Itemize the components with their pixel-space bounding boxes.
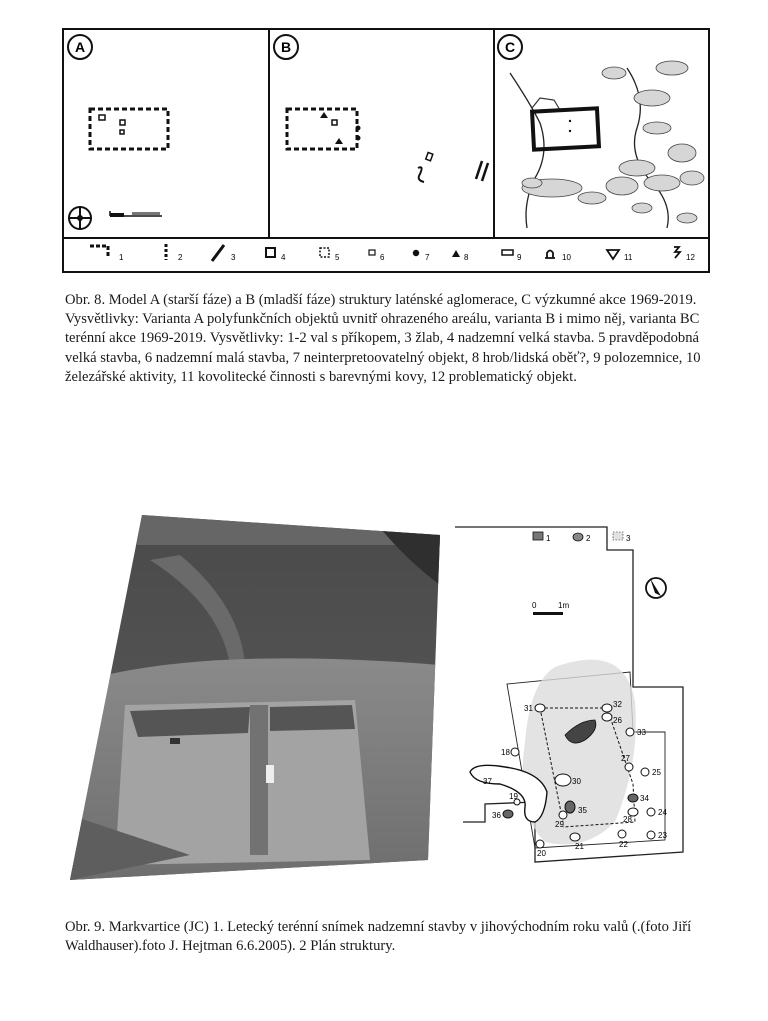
post-hole-20	[536, 840, 544, 848]
figure-1-caption: Obr. 8. Model A (starší fáze) a B (mladší fáze) struktury laténské aglomerace, C výzkumné akce 1969-2019. Vysvětlivky: Varianta A polyfunkčních objektů uvnitř ohrazeného areálu, varianta B i mimo něj, varianta BC terénní akce 1969-2019. Vysvětlivky: 1-2 val s příkopem, 3 žlab, 4 nadzemní velká stavba. 5 pravděpodobná velká stavba, 6 nadzemní malá stavba, 7 neinterpretoovatelný objekt, 8 hrob/lidská oběť?, 9 polozemnice, 10 železářské aktivity, 11 kovolitecké činnosti s barevnými kovy, 12 problematický objekt.	[65, 292, 701, 385]
feature-label-22: 22	[619, 840, 628, 849]
legend-5-number: 5	[335, 253, 340, 262]
feature-label-21: 21	[575, 842, 584, 851]
feature-label-32: 32	[613, 700, 622, 709]
feature-label-35: 35	[578, 806, 587, 815]
legend-6-number: 6	[380, 253, 385, 262]
post-hole-36	[503, 810, 513, 818]
north-arrow-icon	[646, 578, 666, 598]
post-hole-26	[602, 713, 612, 721]
post-hole-32	[602, 704, 612, 712]
feature-label-18: 18	[501, 748, 510, 757]
legend-4-number: 4	[281, 253, 286, 262]
post-hole-25	[641, 768, 649, 776]
legend-9-number: 9	[517, 253, 522, 262]
feature-label-19: 19	[509, 792, 518, 801]
post-hole-30	[555, 774, 571, 786]
panel-b-label: B	[280, 39, 292, 55]
panel-a-label: A	[74, 39, 86, 55]
plan-scale-bar	[532, 601, 569, 615]
aerial-photograph	[70, 515, 440, 880]
post-hole-18	[511, 748, 519, 756]
feature-label-30: 30	[572, 777, 581, 786]
feature-label-23: 23	[658, 831, 667, 840]
legend-3-number: 3	[231, 253, 236, 262]
post-hole-21	[570, 833, 580, 841]
plan-legend-2-number: 2	[586, 534, 591, 543]
excavation-plan	[445, 522, 735, 867]
feature-label-36: 36	[492, 811, 501, 820]
legend-7-number: 7	[425, 253, 430, 262]
panel-c-label: C	[504, 39, 516, 55]
legend-12-number: 12	[686, 253, 695, 262]
feature-label-33: 33	[637, 728, 646, 737]
feature-label-25: 25	[652, 768, 661, 777]
scale-start-label: 0	[532, 601, 537, 610]
legend-2-number: 2	[178, 253, 183, 262]
feature-label-29: 29	[555, 820, 564, 829]
post-hole-27	[625, 763, 633, 771]
feature-label-28: 28	[623, 815, 632, 824]
legend-10-number: 10	[562, 253, 571, 262]
post-hole-31	[535, 704, 545, 712]
legend-8-number: 8	[464, 253, 469, 262]
post-hole-24	[647, 808, 655, 816]
feature-label-24: 24	[658, 808, 667, 817]
post-hole-35	[565, 801, 575, 813]
post-hole-29	[559, 811, 567, 819]
plan-legend	[533, 532, 631, 543]
feature-label-20: 20	[537, 849, 546, 858]
legend-1-number: 1	[119, 253, 124, 262]
plan-legend-3-number: 3	[626, 534, 631, 543]
feature-label-27: 27	[621, 754, 630, 763]
north-arrow-icon	[68, 206, 92, 230]
feature-label-37: 37	[483, 777, 492, 786]
legend-11-number: 11	[624, 253, 633, 262]
feature-label-31: 31	[524, 704, 533, 713]
post-hole-23	[647, 831, 655, 839]
figure-1-maps	[62, 28, 710, 273]
scale-end-label: 1m	[558, 601, 570, 610]
figure-2-caption: Obr. 9. Markvartice (JC) 1. Letecký terénní snímek nadzemní stavby v jihovýchodním roku valů (.(foto Jiří Waldhauser).foto J. Hejtman 6.6.2005). 2 Plán struktury.	[65, 919, 692, 955]
feature-label-34: 34	[640, 794, 649, 803]
plan-legend-1-number: 1	[546, 534, 551, 543]
post-hole-34	[628, 794, 638, 802]
post-hole-22	[618, 830, 626, 838]
post-hole-33	[626, 728, 634, 736]
feature-label-26: 26	[613, 716, 622, 725]
